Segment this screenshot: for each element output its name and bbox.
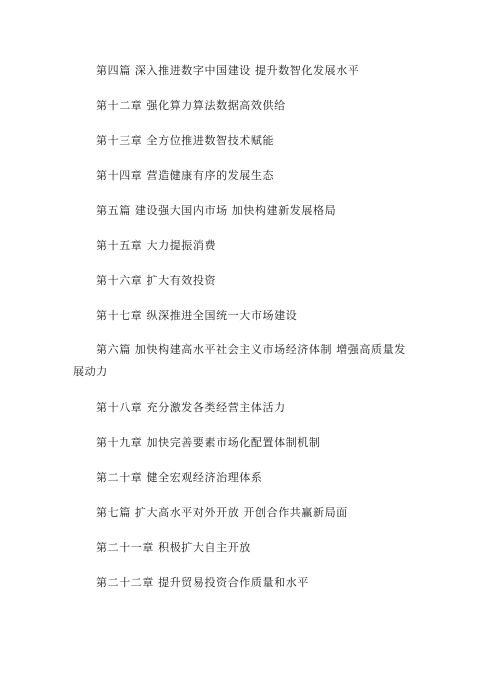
toc-chapter-15: 第十五章 大力提振消费 (96, 239, 217, 252)
toc-chapter-14: 第十四章 营造健康有序的发展生态 (96, 169, 275, 182)
toc-part-4: 第四篇 深入推进数字中国建设 提升数智化发展水平 (96, 64, 360, 77)
toc-chapter-16: 第十六章 扩大有效投资 (96, 274, 217, 287)
toc-chapter-22: 第二十二章 提升贸易投资合作质量和水平 (96, 576, 309, 589)
toc-chapter-19: 第十九章 加快完善要素市场化配置体制机制 (96, 436, 321, 449)
toc-chapter-20: 第二十章 健全宏观经济治理体系 (96, 471, 263, 484)
toc-chapter-17: 第十七章 纵深推进全国统一大市场建设 (96, 309, 298, 322)
toc-part-7: 第七篇 扩大高水平对外开放 开创合作共赢新局面 (96, 506, 348, 519)
toc-chapter-21: 第二十一章 积极扩大自主开放 (96, 541, 251, 554)
toc-chapter-12: 第十二章 强化算力算法数据高效供给 (96, 99, 286, 112)
toc-part-5: 第五篇 建设强大国内市场 加快构建新发展格局 (96, 204, 337, 217)
toc-chapter-13: 第十三章 全方位推进数智技术赋能 (96, 134, 275, 147)
toc-chapter-18: 第十八章 充分激发各类经营主体活力 (96, 401, 286, 414)
toc-part-6: 第六篇 加快构建高水平社会主义市场经济体制 增强高质量发展动力 (73, 343, 406, 378)
